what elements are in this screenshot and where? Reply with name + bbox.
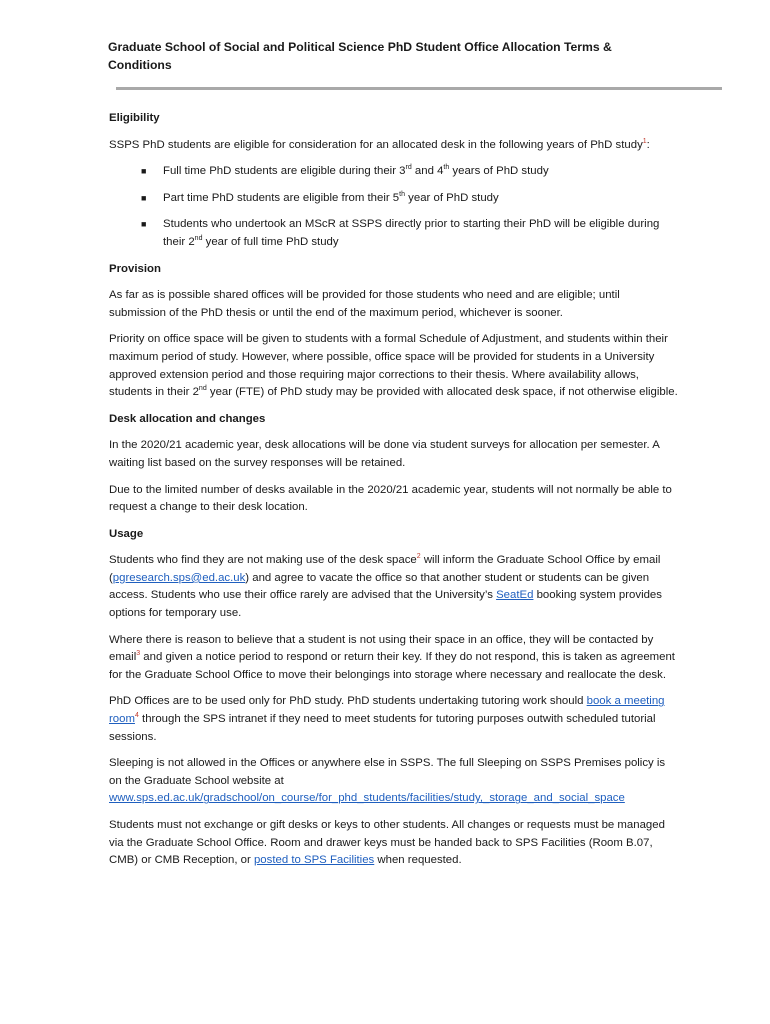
eligibility-intro: SSPS PhD students are eligible for consideration for an allocated desk in the following years of PhD study$^1$:: [109, 137, 650, 151]
provision-paragraph-2: Priority on office space will be given to students with a formal Schedule of Adjustment, and students within their maximum period of study. However, where possible, office space will be provided for students in a University approved extension period and those requiring major corrections to their thesis. Where availability allows, students in their 2nd year (FTE) of PhD study may be provided with allocated desk space, if not otherwise eligible.: [109, 333, 678, 399]
usage-paragraph-2: Where there is reason to believe that a student is not using their space in an office, they will be contacted by email$^3$ and given a notice period to respond or return their key. If they do not respond, this is taken as agreement for the Graduate School Office to move their belongings into storage where necessary and reallocate the desk.: [109, 633, 675, 681]
provision-paragraph-1: As far as is possible shared offices will be provided for those students who need and are eligible; until submission of the PhD thesis or until the end of the maximum period, whichever is sooner.: [109, 289, 620, 319]
desk-allocation-heading: Desk allocation and changes: [109, 412, 266, 425]
eligibility-heading: Eligibility: [109, 112, 160, 124]
email-link[interactable]: pgresearch.sps@ed.ac.uk: [112, 571, 246, 584]
usage-paragraph-5: Students must not exchange or gift desks or keys to other students. All changes or requests must be managed via the Graduate School Office. Room and drawer keys must be handed back to SPS Facilities (Room B.07, CMB) or CMB Reception, or posted to SPS Facilities when requested.: [109, 819, 665, 867]
title-divider: [116, 87, 722, 90]
posted-to-sps-facilities-link[interactable]: posted to SPS Facilities: [253, 854, 375, 867]
bullet-icon: ■: [141, 192, 147, 203]
usage-paragraph-1: Students who find they are not making use of the desk space$^2$ will inform the Graduate School Office by email (pgresearch.sps@ed.ac.uk) and agree to vacate the office so that another student or students can be given access. Students who use their office rarely are advised that the University’s SeatEd booking system provides options for temporary use.: [109, 553, 662, 620]
list-item: ■ Full time PhD students are eligible during their 3rd and 4th years of PhD study: [109, 163, 679, 181]
footnote-ref-3[interactable]: 3: [136, 650, 141, 658]
desk-paragraph-2: Due to the limited number of desks available in the 2020/21 academic year, students will not normally be able to request a change to their desk location.: [109, 483, 672, 514]
footnote-ref-4[interactable]: 4: [134, 712, 139, 720]
document-body: [109, 110, 679, 879]
provision-heading: Provision: [109, 262, 161, 275]
usage-paragraph-3: PhD Offices are to be used only for PhD study. PhD students undertaking tutoring work should book a meeting room$^4$ through the SPS intranet if they need to meet students for tutoring purposes outwith scheduled tutorial sessions.: [109, 695, 665, 743]
list-item: ■ Part time PhD students are eligible from their 5th year of PhD study: [109, 190, 679, 208]
sleeping-policy-link[interactable]: www.sps.ed.ac.uk/gradschool/on_course/for_phd_students/facilities/study,_storage_and_social_space: [109, 792, 625, 805]
book-meeting-room-link[interactable]: book a meeting room: [109, 695, 665, 726]
usage-paragraph-4: Sleeping is not allowed in the Offices or anywhere else in SSPS. The full Sleeping on SSPS Premises policy is on the Graduate School website at www.sps.ed.ac.uk/gradschool/on_course/for_phd_students/facilities/study,_storage_and_social_space: [109, 757, 666, 805]
document-title: Graduate School of Social and Political Science PhD Student Office Allocation Terms & Conditions: [108, 40, 612, 72]
eligibility-list: [109, 163, 679, 251]
desk-paragraph-1: In the 2020/21 academic year, desk allocations will be done via student surveys for allocation per semester. A waiting list based on the survey responses will be retained.: [109, 439, 660, 469]
list-item: ■ Students who undertook an MScR at SSPS directly prior to starting their PhD will be eligible during their 2nd year of full time PhD study: [141, 218, 660, 248]
footnote-ref-2[interactable]: 2: [416, 553, 421, 561]
bullet-icon: ■: [141, 166, 147, 177]
bullet-icon: ■: [141, 219, 147, 230]
usage-heading: Usage: [109, 527, 144, 540]
footnote-ref-1[interactable]: 1: [642, 137, 647, 145]
seated-link[interactable]: SeatEd: [496, 589, 534, 602]
